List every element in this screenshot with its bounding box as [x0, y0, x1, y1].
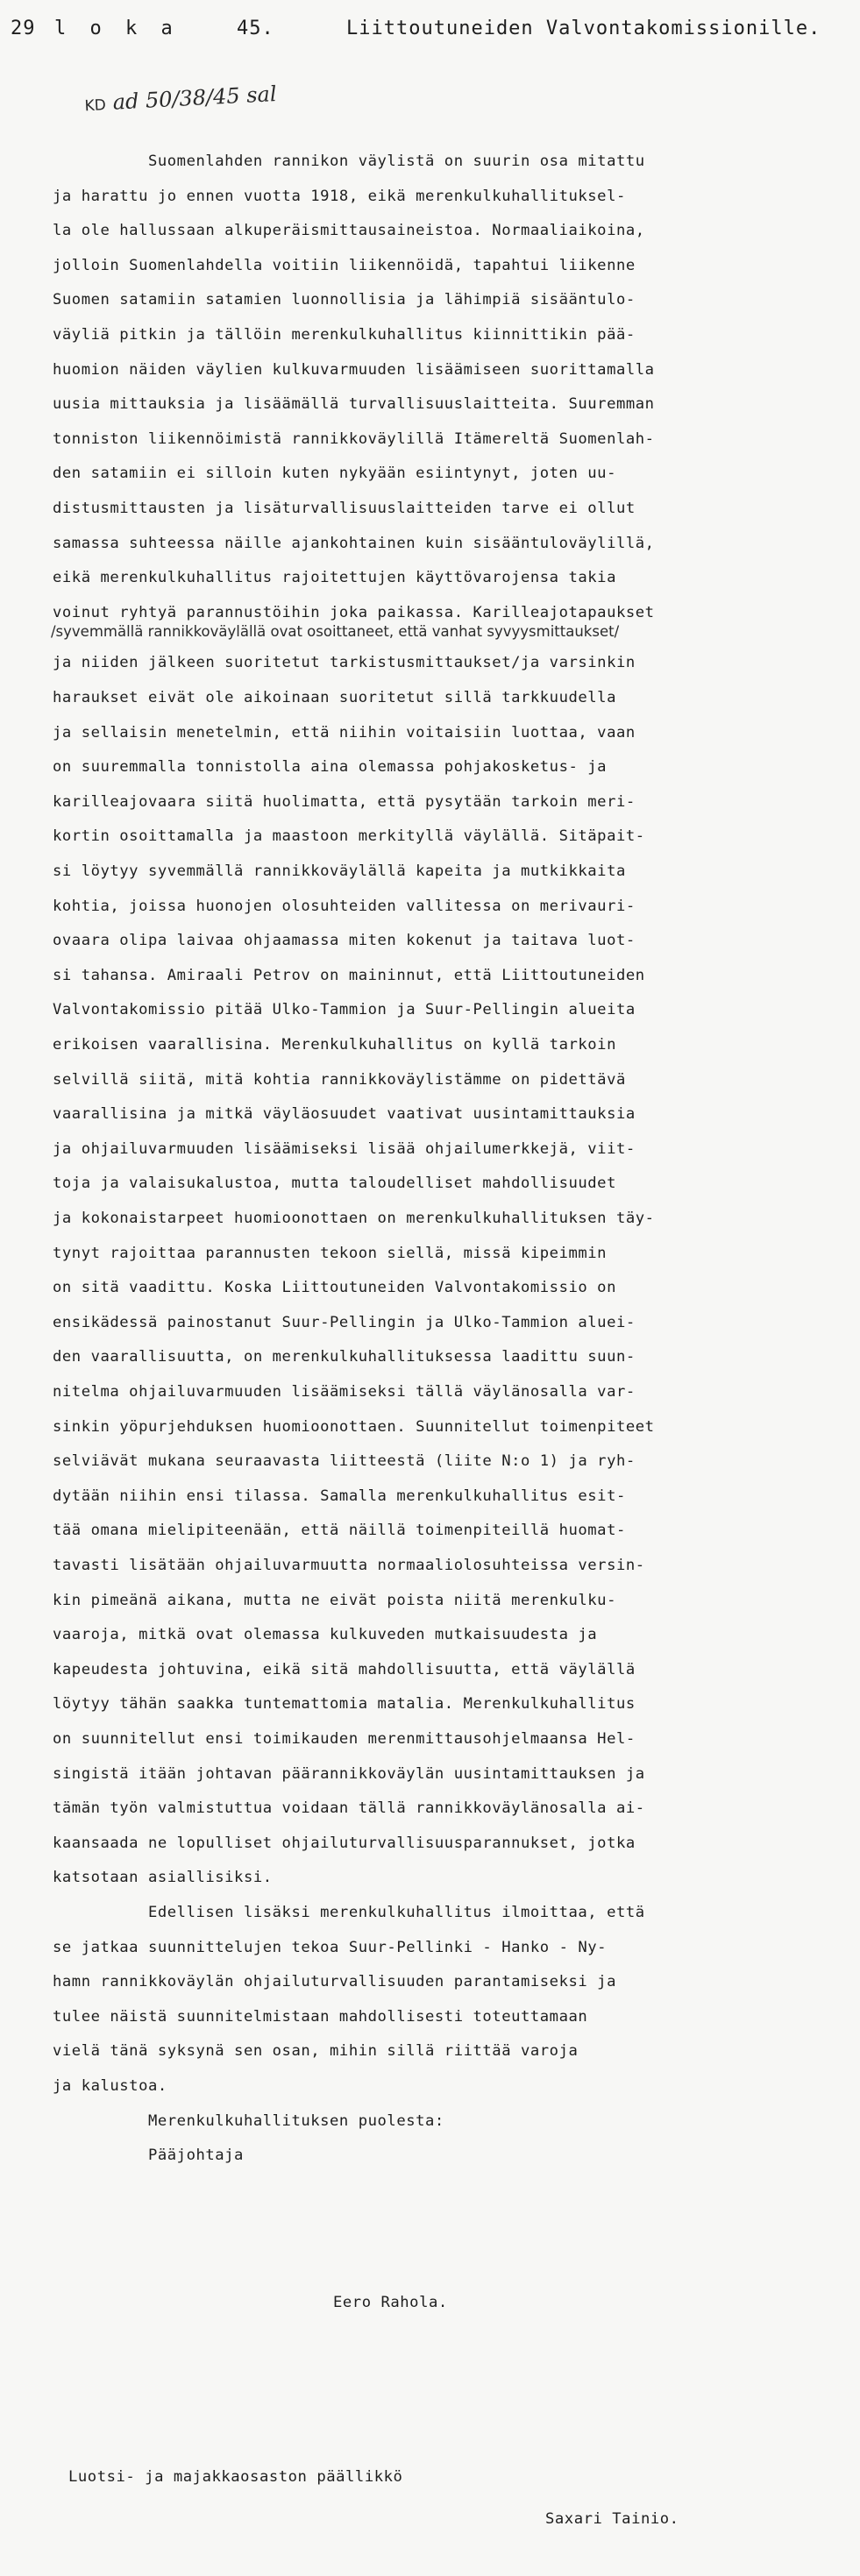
body-line: den vaarallisuutta, on merenkulkuhallituksessa laadittu suun-: [53, 1348, 636, 1366]
body-line: erikoisen vaarallisina. Merenkulkuhallitus on kyllä tarkoin: [53, 1036, 616, 1054]
body-line: nitelma ohjailuvarmuuden lisäämiseksi tällä väylänosalla var-: [53, 1383, 636, 1401]
date-day: 29: [11, 18, 36, 39]
body-line: eikä merenkulkuhallitus rajoitettujen käyttövarojensa takia: [53, 569, 616, 586]
body-line: ja sellaisin menetelmin, että niihin voitaisiin luottaa, vaan: [53, 724, 636, 742]
body-line: la ole hallussaan alkuperäismittausaineistoa. Normaaliaikoina,: [53, 222, 645, 239]
body-line: on suuremmalla tonnistolla aina olemassa pohjakosketus- ja: [53, 758, 608, 776]
body-line: tonniston liikennöimistä rannikkoväylillä Itämereltä Suomenlah-: [53, 430, 655, 448]
body-line: samassa suhteessa näille ajankohtainen kuin sisääntuloväylillä,: [53, 535, 655, 552]
body-line: si löytyy syvemmällä rannikkoväylällä kapeita ja mutkikkaita: [53, 862, 626, 880]
body-line: hamn rannikkoväylän ohjailuturvallisuuden parantamiseksi ja: [53, 1973, 616, 1991]
body-line: singistä itään johtavan päärannikkoväylän uusintamittauksen ja: [53, 1765, 645, 1783]
body-line: väyliä pitkin ja tällöin merenkulkuhallitus kiinnittikin pää-: [53, 326, 636, 344]
body-line: tulee näistä suunnitelmistaan mahdollisesti toteuttamaan: [53, 2008, 588, 2026]
body-line: dytään niihin ensi tilassa. Samalla merenkulkuhallitus esit-: [53, 1487, 626, 1505]
body-line: Suomenlahden rannikon väylistä on suurin osa mitattu: [53, 153, 645, 170]
body-line: selviävät mukana seuraavasta liitteestä (liite N:o 1) ja ryh-: [53, 1452, 636, 1470]
body-line: kapeudesta johtuvina, eikä sitä mahdollisuutta, että väylällä: [53, 1661, 636, 1678]
handwritten-reference: ad 50/38/45 sal: [111, 81, 278, 115]
body-line: ensikädessä painostanut Suur-Pellingin ja Ulko-Tammion aluei-: [53, 1314, 636, 1331]
body-line: tavasti lisätään ohjailuvarmuutta normaaliolosuhteissa versin-: [53, 1557, 645, 1574]
department-title: Luotsi- ja majakkaosaston päällikkö: [68, 2468, 403, 2486]
body-line: tämän työn valmistuttua voidaan tällä rannikkoväylänosalla ai-: [53, 1799, 645, 1817]
body-line: on suunnitellut ensi toimikauden merenmittausohjelmaansa Hel-: [53, 1730, 636, 1748]
date-year: 45.: [237, 18, 274, 39]
body-line: kohtia, joissa huonojen olosuhteiden vallitessa on merivauri-: [53, 898, 636, 915]
body-line: löytyy tähän saakka tuntemattomia matalia. Merenkulkuhallitus: [53, 1695, 636, 1713]
body-line: distusmittausten ja lisäturvallisuuslaitteiden tarve ei ollut: [53, 500, 636, 517]
director-signature-name: Eero Rahola.: [333, 2294, 448, 2311]
body-line: karilleajovaara siitä huolimatta, että pysytään tarkoin meri-: [53, 793, 636, 811]
body-line: se jatkaa suunnittelujen tekoa Suur-Pellinki - Hanko - Ny-: [53, 1939, 608, 1956]
stamp-code: KD: [84, 96, 107, 116]
body-line: Valvontakomissio pitää Ulko-Tammion ja Suur-Pellingin alueita: [53, 1001, 636, 1018]
body-line: tää omana mielipiteenään, että näillä toimenpiteillä huomat-: [53, 1522, 626, 1539]
body-line: kin pimeänä aikana, mutta ne eivät poista niitä merenkulku-: [53, 1592, 616, 1609]
body-line: vielä tänä syksynä sen osan, mihin sillä riittää varoja: [53, 2042, 579, 2060]
recipient-line: Liittoutuneiden Valvontakomissionille.: [346, 18, 821, 39]
body-line: den satamiin ei silloin kuten nykyään esiintynyt, joten uu-: [53, 465, 616, 482]
body-line: vaaroja, mitkä ovat olemassa kulkuveden mutkaisuudesta ja: [53, 1626, 598, 1643]
body-line: ja harattu jo ennen vuotta 1918, eikä merenkulkuhallituksel-: [53, 188, 626, 205]
body-line: voinut ryhtyä parannustöihin joka paikassa. Karilleajotapaukset: [53, 604, 655, 621]
body-line: huomion näiden väylien kulkuvarmuuden lisäämiseen suorittamalla: [53, 361, 655, 379]
body-line: tynyt rajoittaa parannusten tekoon siellä, missä kipeimmin: [53, 1245, 608, 1262]
body-line: Edellisen lisäksi merenkulkuhallitus ilmoittaa, että: [53, 1904, 645, 1921]
body-line: haraukset eivät ole aikoinaan suoritetut sillä tarkkuudella: [53, 689, 616, 706]
body-line: katsotaan asiallisiksi.: [53, 1869, 273, 1886]
body-line: kortin osoittamalla ja maastoon merkityllä väylällä. Sitäpait-: [53, 827, 645, 845]
body-line: ja niiden jälkeen suoritetut tarkistusmittaukset/ja varsinkin: [53, 654, 636, 671]
body-line: si tahansa. Amiraali Petrov on maininnut, että Liittoutuneiden: [53, 967, 645, 984]
department-head-signature-name: Saxari Tainio.: [545, 2510, 679, 2528]
reference-stamp: [56, 57, 279, 142]
body-line: kaansaada ne lopulliset ohjailuturvallisuusparannukset, jotka: [53, 1834, 636, 1852]
interlinear-correction: /syvemmällä rannikkoväylällä ovat osoittaneet, että vanhat syvyysmittaukset/: [51, 623, 620, 640]
body-line: ovaara olipa laivaa ohjaamassa miten kokenut ja taitava luot-: [53, 932, 636, 949]
body-line: ja kalustoa.: [53, 2077, 167, 2095]
date-month: l o k a: [54, 18, 179, 39]
body-line: vaarallisina ja mitkä väyläosuudet vaativat uusintamittauksia: [53, 1105, 636, 1123]
body-line: sinkin yöpurjehduksen huomioonottaen. Suunnitellut toimenpiteet: [53, 1418, 655, 1436]
body-line: jolloin Suomenlahdella voitiin liikennöidä, tapahtui liikenne: [53, 257, 636, 274]
body-line: ja kokonaistarpeet huomioonottaen on merenkulkuhallituksen täy-: [53, 1210, 655, 1227]
body-line: ja ohjailuvarmuuden lisäämiseksi lisää ohjailumerkkejä, viit-: [53, 1140, 636, 1158]
body-line: uusia mittauksia ja lisäämällä turvallisuuslaitteita. Suuremman: [53, 395, 655, 413]
body-line: Suomen satamiin satamien luonnollisia ja lähimpiä sisääntulo-: [53, 291, 636, 309]
body-line: toja ja valaisukalustoa, mutta taloudelliset mahdollisuudet: [53, 1174, 616, 1192]
body-line: Pääjohtaja: [53, 2147, 244, 2164]
body-line: selvillä siitä, mitä kohtia rannikkoväylistämme on pidettävä: [53, 1071, 626, 1089]
body-line: Merenkulkuhallituksen puolesta:: [53, 2112, 444, 2130]
body-line: on sitä vaadittu. Koska Liittoutuneiden Valvontakomissio on: [53, 1279, 616, 1296]
